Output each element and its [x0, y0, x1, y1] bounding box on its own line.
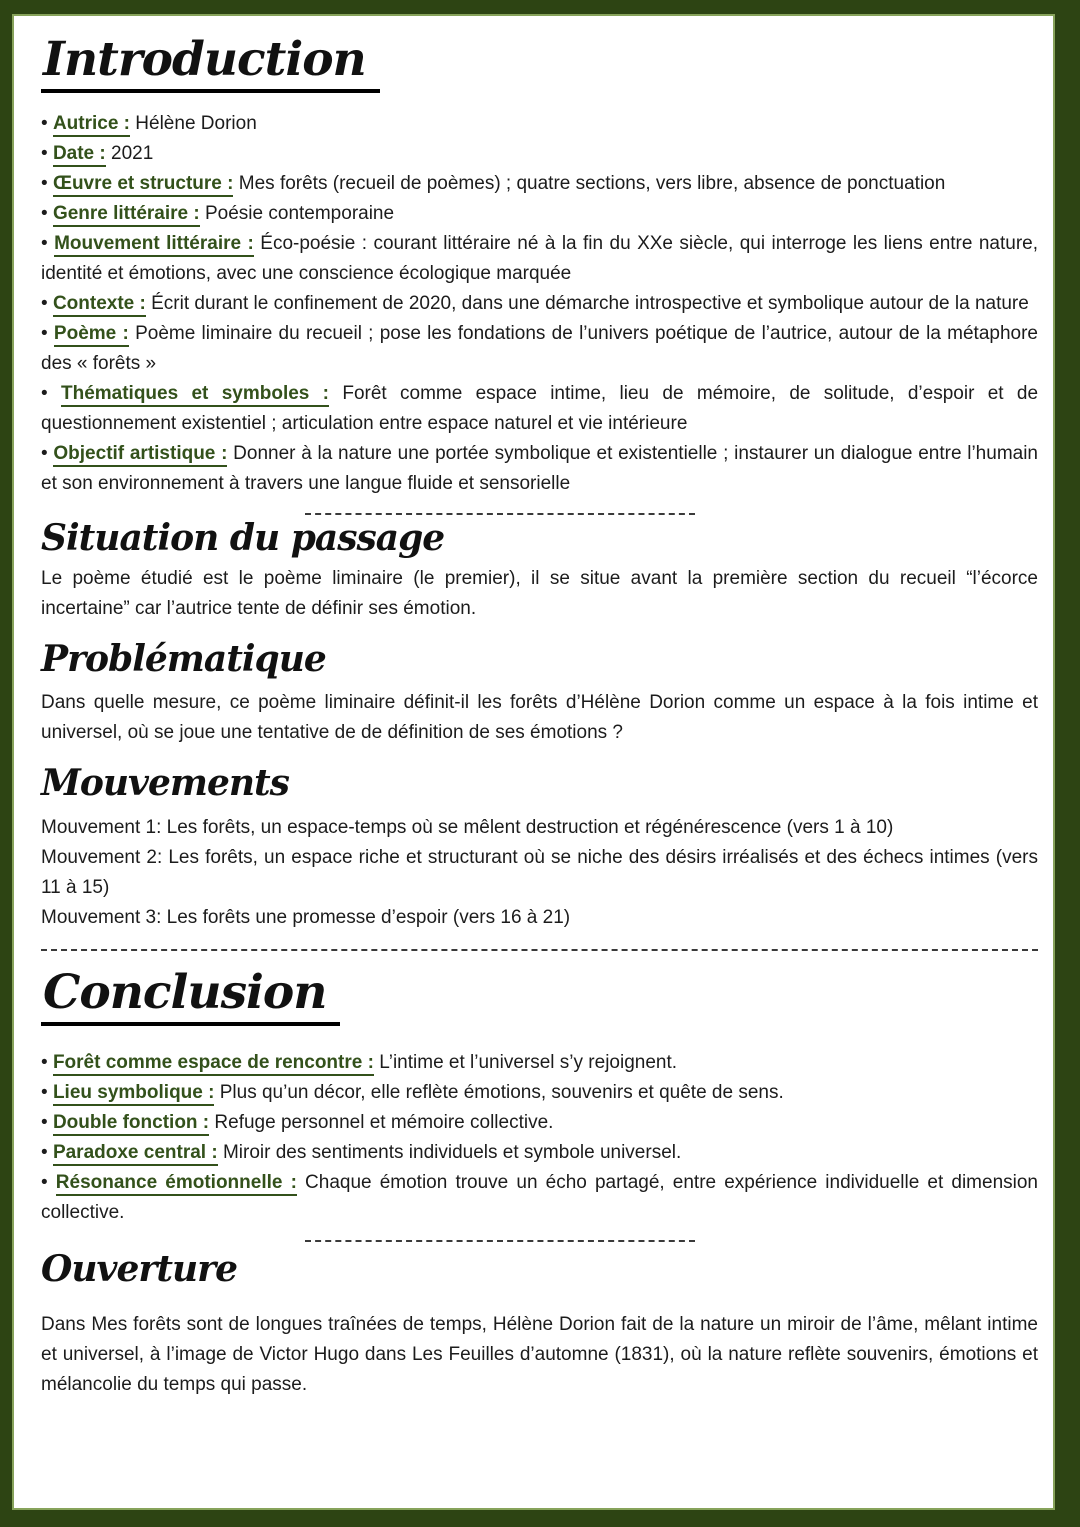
bullet-label: Œuvre et structure : — [53, 173, 234, 197]
mouvement-item: Mouvement 3: Les forêts une promesse d’espoir (vers 16 à 21) — [41, 907, 571, 929]
bullet-item — [41, 439, 1038, 499]
bullet-text: Poème liminaire du recueil ; pose les fondations de l’univers poétique de l’autrice, autour de la métaphore des « forêts » — [41, 322, 1038, 374]
bullet-label: Mouvement littéraire : — [54, 233, 254, 257]
bullet-item — [41, 229, 1038, 289]
bullet-label: Poème : — [54, 323, 129, 347]
introduction-bullets — [41, 109, 1038, 499]
bullet-icon: • — [41, 1052, 48, 1074]
bullet-icon: • — [41, 1082, 48, 1104]
bullet-icon: • — [41, 142, 48, 164]
bullet-icon: • — [41, 1142, 48, 1164]
bullet-icon: • — [41, 292, 48, 314]
bullet-text: Donner à la nature une portée symbolique et existentielle ; instaurer un dialogue entre l’humain et son environnement à travers une langue fluide et sensorielle — [41, 442, 1038, 494]
bullet-item — [41, 199, 1038, 229]
bullet-text: 2021 — [111, 142, 154, 164]
bullet-icon: • — [41, 1112, 48, 1134]
dashed-divider — [305, 1240, 695, 1242]
bullet-item — [41, 1138, 1038, 1168]
introduction-title: Introduction — [41, 34, 1038, 93]
bullet-text: L’intime et l’universel s’y rejoignent. — [379, 1052, 678, 1074]
ouverture-paragraph: Dans Mes forêts sont de longues traînées de temps, Hélène Dorion fait de la nature un miroir de l’âme, mêlant intime et universel, à l’image de Victor Hugo dans Les Feuilles d’automne (1831), où la nature reflète souvenirs, émotions et mélancolie du temps qui passe. — [41, 1313, 1038, 1395]
dashed-divider — [305, 513, 695, 515]
section-introduction — [41, 34, 1038, 499]
bullet-text: Miroir des sentiments individuels et symbole universel. — [222, 1142, 682, 1164]
bullet-label: Objectif artistique : — [53, 443, 227, 467]
mouvement-item: Mouvement 1: Les forêts, un espace-temps où se mêlent destruction et régénérescence (vers 1 à 10) — [41, 817, 894, 839]
problematique-title: Problématique — [41, 638, 326, 681]
bullet-text: Plus qu’un décor, elle reflète émotions, souvenirs et quête de sens. — [219, 1082, 784, 1104]
bullet-icon: • — [41, 442, 48, 464]
section-situation — [41, 516, 1038, 625]
bullet-label: Double fonction : — [53, 1112, 209, 1136]
situation-paragraph: Le poème étudié est le poème liminaire (le premier), il se situe avant la première section du recueil “l’écorce incertaine” car l’autrice tente de définir ses émotion. — [41, 568, 1038, 620]
bullet-label: Date : — [53, 143, 106, 167]
conclusion-title: Conclusion — [41, 967, 1038, 1026]
bullet-icon: • — [41, 382, 48, 404]
bullet-label: Contexte : — [53, 293, 146, 317]
bullet-item — [41, 289, 1038, 319]
bullet-text: Hélène Dorion — [135, 112, 257, 134]
bullet-item — [41, 1108, 1038, 1138]
situation-title: Situation du passage — [41, 516, 445, 559]
bullet-text: Poésie contemporaine — [205, 202, 395, 224]
bullet-text: Forêt comme espace intime, lieu de mémoire, de solitude, d’espoir et de questionnement existentiel ; articulation entre espace naturel et vie intérieure — [41, 382, 1039, 434]
bullet-item — [41, 109, 1038, 139]
bullet-label: Paradoxe central : — [53, 1142, 218, 1166]
section-mouvements — [41, 761, 1038, 934]
bullet-label: Autrice : — [53, 113, 130, 137]
bullet-icon: • — [41, 232, 48, 254]
bullet-text: Mes forêts (recueil de poèmes) ; quatre sections, vers libre, absence de ponctuation — [238, 172, 946, 194]
bullet-label: Résonance émotionnelle : — [56, 1172, 297, 1196]
section-conclusion — [41, 967, 1038, 1228]
bullet-item — [41, 379, 1038, 439]
mouvements-title: Mouvements — [41, 761, 289, 804]
problematique-paragraph: Dans quelle mesure, ce poème liminaire définit-il les forêts d’Hélène Dorion comme un espace à la fois intime et universel, où se joue une tentative de de définition de ses émotions ? — [41, 691, 1038, 743]
bullet-item — [41, 139, 1038, 169]
bullet-label: Lieu symbolique : — [53, 1082, 215, 1106]
bullet-item — [41, 1078, 1038, 1108]
bullet-icon: • — [41, 112, 48, 134]
bullet-item — [41, 1048, 1038, 1078]
bullet-text: Écrit durant le confinement de 2020, dans une démarche introspective et symbolique autour de la nature — [151, 292, 1029, 314]
bullet-item — [41, 169, 1038, 199]
dashed-divider — [41, 949, 1038, 951]
bullet-icon: • — [41, 1172, 48, 1194]
bullet-icon: • — [41, 202, 48, 224]
section-ouverture — [41, 1250, 1038, 1400]
mouvement-item: Mouvement 2: Les forêts, un espace riche et structurant où se niche des désirs irréalisés et des échecs intimes (vers 11 à 15) — [41, 847, 1038, 899]
bullet-text: Chaque émotion trouve un écho partagé, entre expérience individuelle et dimension collective. — [41, 1172, 1038, 1224]
document-sheet — [12, 14, 1055, 1510]
bullet-label: Forêt comme espace de rencontre : — [53, 1052, 374, 1076]
bullet-icon: • — [41, 172, 48, 194]
ouverture-title: Ouverture — [41, 1248, 237, 1291]
bullet-label: Genre littéraire : — [53, 203, 200, 227]
conclusion-bullets — [41, 1048, 1038, 1228]
bullet-item — [41, 319, 1038, 379]
bullet-label: Thématiques et symboles : — [61, 383, 329, 407]
bullet-text: Refuge personnel et mémoire collective. — [214, 1112, 554, 1134]
bullet-icon: • — [41, 322, 48, 344]
section-problematique — [41, 640, 1038, 748]
bullet-text: Éco-poésie : courant littéraire né à la fin du XXe siècle, qui interroge les liens entre nature, identité et émotions, avec une conscience écologique marquée — [41, 232, 1039, 284]
bullet-item — [41, 1168, 1038, 1228]
